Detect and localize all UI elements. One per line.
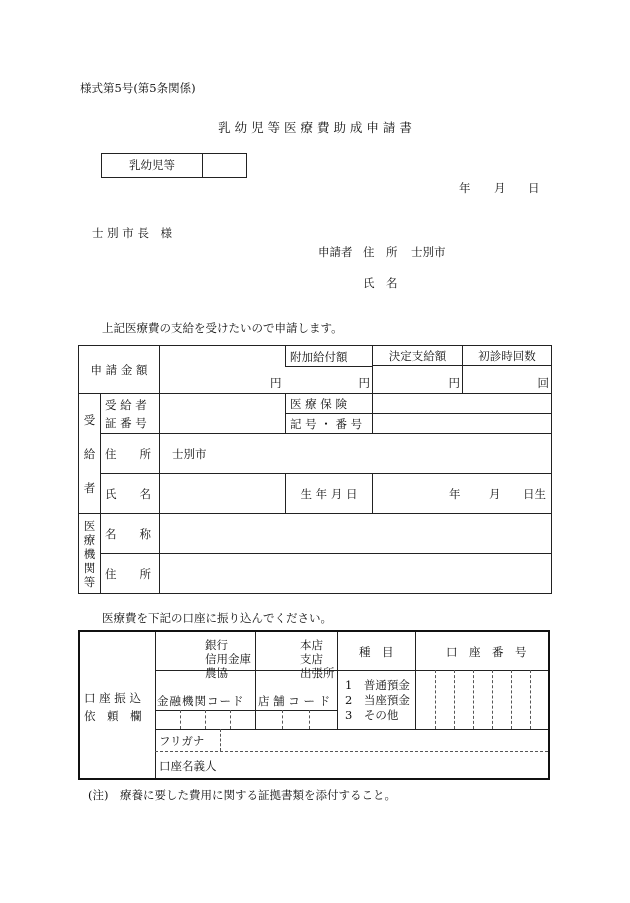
- date-year: 年: [459, 181, 471, 195]
- inst-name-label: 名 称: [101, 514, 160, 554]
- account-type-3[interactable]: 3 その他: [345, 708, 399, 722]
- account-number-label: 口 座 番 号: [446, 645, 527, 659]
- institution-label: [79, 514, 101, 594]
- institution-label-1: 医: [83, 518, 96, 533]
- birth-label: 生 年 月 日: [286, 474, 373, 514]
- institution-label-2: 療: [83, 532, 96, 547]
- form-title: 乳 幼 児 等 医 療 費 助 成 申 請 書: [218, 120, 412, 135]
- recipient-label-2: 給: [83, 446, 96, 461]
- recipient-label-1: 受: [83, 412, 96, 427]
- applicant-address-label: 住 所: [363, 245, 398, 259]
- recipient-label: [79, 394, 101, 514]
- recipient-label-3: 者: [83, 480, 96, 495]
- first-visit-label: 初診時回数: [463, 346, 552, 366]
- insurance-number-value[interactable]: [373, 414, 552, 434]
- type-label: 種 目: [359, 645, 394, 659]
- bank-type-2: 信用金庫: [205, 652, 251, 666]
- account-types[interactable]: [345, 678, 410, 723]
- name-value[interactable]: [160, 474, 286, 514]
- note: (注) 療養に要した費用に関する証拠書類を添付すること。: [88, 788, 396, 802]
- date-day: 日: [528, 181, 540, 195]
- account-holder-label: 口座名義人: [159, 759, 217, 773]
- institution-label-5: 等: [83, 574, 96, 589]
- category-box-value[interactable]: [203, 154, 246, 177]
- bank-table: [78, 630, 550, 780]
- main-table: [78, 345, 552, 594]
- institution-label-4: 関: [83, 560, 96, 575]
- amount-yen: 円: [270, 376, 282, 390]
- applicant-address-value: 士別市: [411, 245, 446, 259]
- amount-label: 申 請 金 額: [79, 346, 160, 394]
- bank-type-3: 農協: [205, 666, 228, 680]
- cert-label-1: 受 給 者: [105, 397, 147, 412]
- insurance-value[interactable]: [373, 394, 552, 414]
- branch-type-1: 本店: [300, 638, 323, 652]
- account-type-1[interactable]: 1 普通預金: [345, 678, 410, 692]
- insurance-number-label: 記 号 ・ 番 号: [286, 414, 373, 434]
- birth-month: 月: [489, 487, 501, 501]
- date-month: 月: [494, 181, 506, 195]
- addressee: 士 別 市 長 様: [92, 226, 172, 240]
- additional-yen: 円: [358, 376, 370, 390]
- applicant-label: 申請者: [318, 245, 353, 259]
- inst-address-label: 住 所: [101, 554, 160, 594]
- applicant-name-label: 氏 名: [363, 276, 398, 290]
- branch-type-2: 支店: [300, 652, 323, 666]
- first-visit-value[interactable]: [463, 366, 552, 394]
- category-box: [101, 153, 247, 178]
- cert-number-label: [101, 394, 160, 434]
- account-type-2[interactable]: 2 当座預金: [345, 693, 410, 707]
- branch-type-3: 出張所: [300, 666, 335, 680]
- category-box-label: 乳幼児等: [102, 154, 203, 177]
- birth-day: 日生: [523, 487, 546, 501]
- account-holder-input[interactable]: [221, 752, 546, 777]
- first-visit-times: 回: [537, 376, 549, 390]
- request-text: 上記医療費の支給を受けたいので申請します。: [102, 321, 343, 335]
- institution-label-3: 機: [83, 546, 96, 561]
- amount-value-cell[interactable]: [160, 346, 373, 394]
- decided-yen: 円: [448, 376, 460, 390]
- furigana-input[interactable]: [221, 730, 546, 750]
- branch-types: [300, 638, 335, 680]
- inst-name-value[interactable]: [160, 514, 552, 554]
- transfer-label-2: 依 頼 欄: [84, 709, 142, 723]
- address-label: 住 所: [101, 434, 160, 474]
- transfer-label-1: 口 座 振 込: [84, 691, 141, 705]
- bank-code-label: 金融機関コード: [157, 694, 245, 708]
- cert-number-value[interactable]: [160, 394, 286, 434]
- branch-code-label: 店 舗 コ ー ド: [258, 694, 331, 708]
- bank-types: [205, 638, 251, 680]
- birth-value[interactable]: [373, 474, 552, 514]
- bank-type-1: 銀行: [205, 638, 228, 652]
- transfer-text: 医療費を下記の口座に振り込んでください。: [102, 611, 332, 625]
- decided-label: 決定支給額: [373, 346, 463, 366]
- inst-address-value[interactable]: [160, 554, 552, 594]
- furigana-label: フリガナ: [159, 734, 205, 748]
- birth-year: 年: [449, 487, 461, 501]
- name-label: 氏 名: [101, 474, 160, 514]
- decided-value[interactable]: [373, 366, 463, 394]
- cert-label-2: 証 番 号: [105, 415, 147, 430]
- insurance-label: 医 療 保 険: [286, 394, 373, 414]
- additional-label: 附加給付額: [290, 350, 348, 364]
- address-value[interactable]: 士別市: [160, 434, 552, 474]
- form-number: 様式第5号(第5条関係): [80, 81, 196, 95]
